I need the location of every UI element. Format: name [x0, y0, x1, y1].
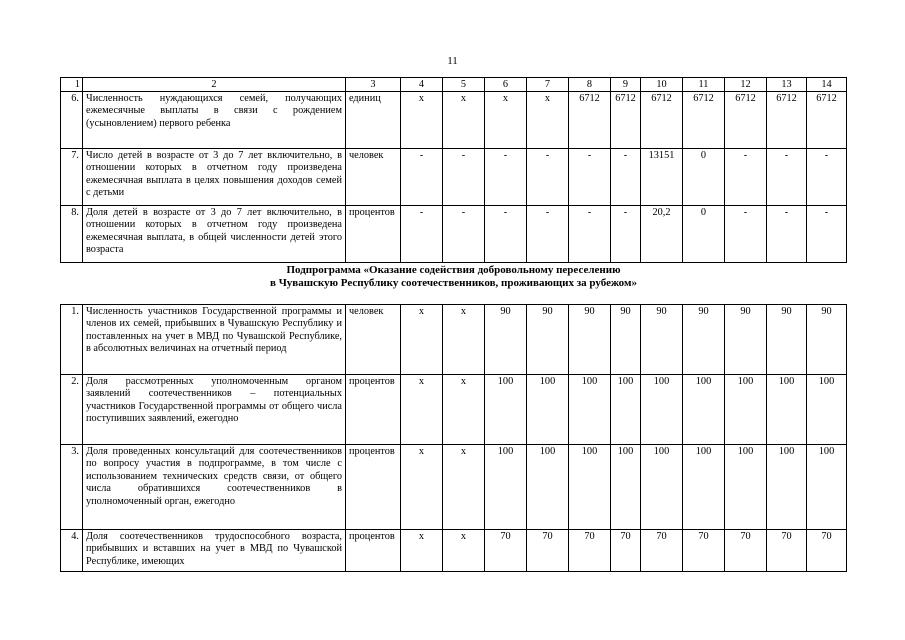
indicator-value: 90 — [725, 305, 767, 375]
indicator-value: - — [401, 206, 443, 263]
column-number: 6 — [485, 78, 527, 92]
indicator-name: Доля проведенных консультаций для соотечественников по вопросу участия в подпрограмме, в том числе с использованием технических средств связи, от общего числа обратившихся соотечественников в уполномоченный орган, ежегодно — [83, 445, 346, 530]
row-number: 7. — [61, 149, 83, 206]
indicator-value: 70 — [767, 530, 807, 572]
indicator-value: 70 — [569, 530, 611, 572]
indicator-value: 100 — [807, 445, 847, 530]
indicator-value: - — [569, 149, 611, 206]
indicator-value: 6712 — [807, 92, 847, 149]
indicator-value: 6712 — [767, 92, 807, 149]
indicator-value: 100 — [725, 445, 767, 530]
indicator-value: 100 — [725, 375, 767, 445]
indicator-name: Доля детей в возрасте от 3 до 7 лет включительно, в отношении которых в отчетном году произведена ежемесячная выплата, в общей численности детей этого возраста — [83, 206, 346, 263]
indicator-value: 100 — [683, 445, 725, 530]
unit-of-measure: процентов — [346, 530, 401, 572]
indicator-value: 100 — [611, 375, 641, 445]
indicator-value: 100 — [569, 375, 611, 445]
indicator-value: 100 — [485, 375, 527, 445]
column-number: 14 — [807, 78, 847, 92]
indicator-value: 70 — [807, 530, 847, 572]
indicator-value: 6712 — [641, 92, 683, 149]
indicator-value: 90 — [611, 305, 641, 375]
column-number: 9 — [611, 78, 641, 92]
unit-of-measure: единиц — [346, 92, 401, 149]
column-number: 1 — [61, 78, 83, 92]
indicator-value: - — [443, 206, 485, 263]
indicator-value: - — [443, 149, 485, 206]
indicator-value: x — [527, 92, 569, 149]
page-number: 11 — [447, 55, 458, 67]
indicator-value: 70 — [527, 530, 569, 572]
indicator-name: Численность участников Государственной программы и членов их семей, прибывших в Чувашскую Республику и поставленных на учет в МВД по Чувашской Республике, в абсолютных величинах на отчетный период — [83, 305, 346, 375]
row-number: 1. — [61, 305, 83, 375]
indicator-value: x — [443, 445, 485, 530]
row-number: 2. — [61, 375, 83, 445]
indicator-value: 20,2 — [641, 206, 683, 263]
table-row — [61, 206, 847, 263]
indicator-value: 70 — [725, 530, 767, 572]
indicator-value: 70 — [485, 530, 527, 572]
unit-of-measure: процентов — [346, 206, 401, 263]
indicator-value: - — [527, 206, 569, 263]
unit-of-measure: процентов — [346, 445, 401, 530]
row-number: 4. — [61, 530, 83, 572]
column-number: 4 — [401, 78, 443, 92]
indicator-value: 100 — [767, 445, 807, 530]
indicator-value: 100 — [611, 445, 641, 530]
indicator-value: - — [725, 149, 767, 206]
indicator-name: Доля рассмотренных уполномоченным органом заявлений соотечественников – потенциальных участников Государственной программы от общего числа поступивших заявлений, ежегодно — [83, 375, 346, 445]
column-number-row — [61, 78, 847, 92]
row-number: 8. — [61, 206, 83, 263]
indicator-value: 90 — [527, 305, 569, 375]
indicator-value: 6712 — [725, 92, 767, 149]
indicator-value: 100 — [641, 445, 683, 530]
column-number: 7 — [527, 78, 569, 92]
table-row — [61, 375, 847, 445]
column-number: 5 — [443, 78, 485, 92]
indicator-value: 100 — [527, 375, 569, 445]
column-number: 2 — [83, 78, 346, 92]
indicator-value: - — [807, 206, 847, 263]
indicator-value: 90 — [641, 305, 683, 375]
indicator-value: 100 — [683, 375, 725, 445]
subprogram-title-line: Подпрограмма «Оказание содействия добровольному переселению — [286, 264, 621, 276]
indicator-value: - — [485, 149, 527, 206]
indicator-value: x — [401, 92, 443, 149]
column-number: 11 — [683, 78, 725, 92]
indicator-value: - — [767, 206, 807, 263]
column-number: 8 — [569, 78, 611, 92]
indicator-value: - — [401, 149, 443, 206]
indicator-value: x — [443, 305, 485, 375]
indicator-value: x — [401, 530, 443, 572]
indicators-table — [60, 77, 847, 263]
indicator-value: 100 — [641, 375, 683, 445]
indicator-value: 100 — [767, 375, 807, 445]
table-row — [61, 92, 847, 149]
indicator-value: - — [611, 149, 641, 206]
indicator-value: 70 — [611, 530, 641, 572]
indicator-value: 70 — [641, 530, 683, 572]
indicator-value: 6712 — [611, 92, 641, 149]
indicator-value: x — [401, 305, 443, 375]
column-number: 12 — [725, 78, 767, 92]
indicator-name: Численность нуждающихся семей, получающих ежемесячные выплаты в связи с рождением (усыновлением) первого ребенка — [83, 92, 346, 149]
subprogram-title-line: в Чувашскую Республику соотечественников, проживающих за рубежом» — [270, 277, 637, 289]
indicator-value: 90 — [485, 305, 527, 375]
table-row — [61, 149, 847, 206]
indicator-value: 90 — [683, 305, 725, 375]
unit-of-measure: человек — [346, 149, 401, 206]
subprogram-indicators-table — [60, 304, 847, 572]
indicator-value: - — [485, 206, 527, 263]
indicator-value: x — [485, 92, 527, 149]
indicator-value: - — [611, 206, 641, 263]
indicator-value: x — [443, 375, 485, 445]
row-number: 6. — [61, 92, 83, 149]
subprogram-title — [60, 264, 847, 290]
table-row — [61, 305, 847, 375]
indicator-value: 13151 — [641, 149, 683, 206]
indicator-value: x — [443, 92, 485, 149]
indicator-value: 0 — [683, 206, 725, 263]
indicator-value: - — [767, 149, 807, 206]
indicator-value: 6712 — [569, 92, 611, 149]
indicator-name: Число детей в возрасте от 3 до 7 лет включительно, в отношении которых в отчетном году произведена ежемесячная выплата в целях повышения доходов семей с детьми — [83, 149, 346, 206]
indicator-value: 100 — [485, 445, 527, 530]
indicator-value: 100 — [569, 445, 611, 530]
column-number: 3 — [346, 78, 401, 92]
row-number: 3. — [61, 445, 83, 530]
indicator-value: 6712 — [683, 92, 725, 149]
unit-of-measure: процентов — [346, 375, 401, 445]
indicator-value: 90 — [807, 305, 847, 375]
indicator-value: x — [401, 445, 443, 530]
indicator-value: 70 — [683, 530, 725, 572]
indicator-value: - — [725, 206, 767, 263]
indicator-value: x — [401, 375, 443, 445]
indicator-value: 100 — [527, 445, 569, 530]
table-row — [61, 530, 847, 572]
indicator-value: - — [569, 206, 611, 263]
indicator-value: 100 — [807, 375, 847, 445]
indicator-value: 0 — [683, 149, 725, 206]
indicator-value: x — [443, 530, 485, 572]
unit-of-measure: человек — [346, 305, 401, 375]
column-number: 10 — [641, 78, 683, 92]
indicator-value: - — [527, 149, 569, 206]
column-number: 13 — [767, 78, 807, 92]
indicator-name: Доля соотечественников трудоспособного возраста, прибывших и вставших на учет в МВД по Чувашской Республике, имеющих — [83, 530, 346, 572]
indicator-value: 90 — [767, 305, 807, 375]
indicator-value: 90 — [569, 305, 611, 375]
indicator-value: - — [807, 149, 847, 206]
table-row — [61, 445, 847, 530]
